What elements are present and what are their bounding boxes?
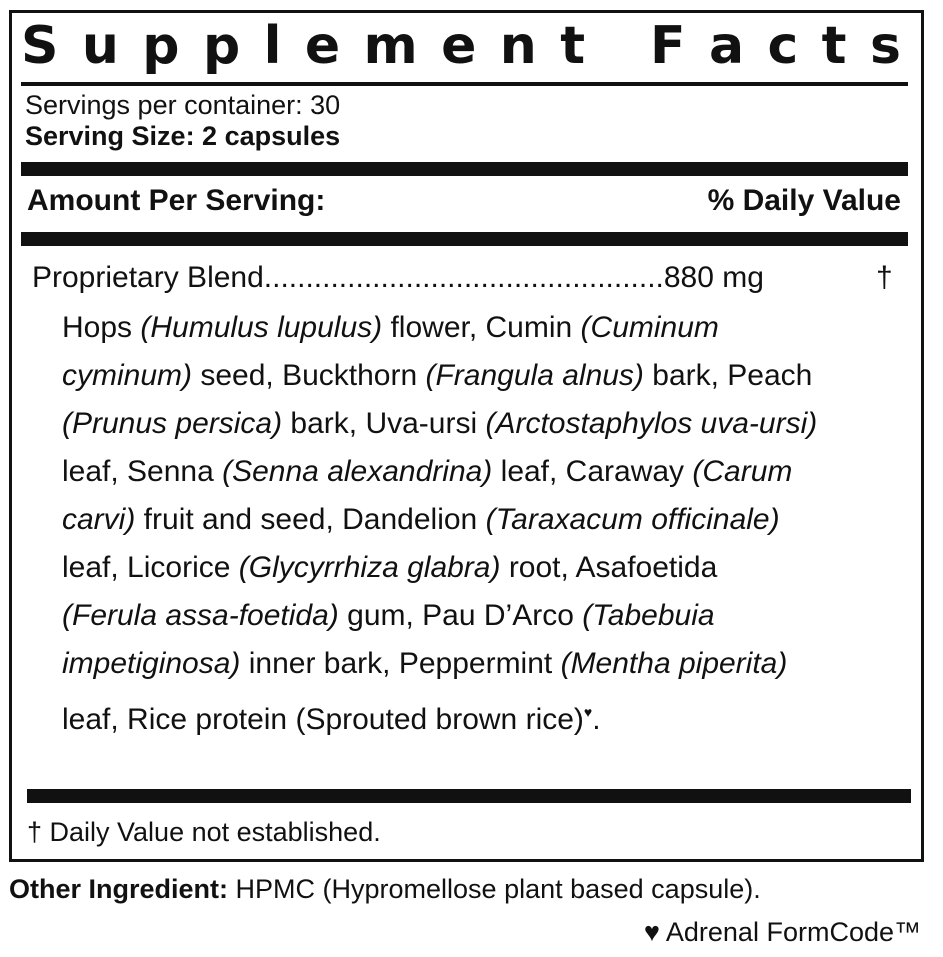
title-letter: c xyxy=(767,16,799,76)
thick-divider-bottom xyxy=(27,789,911,803)
servings-per-container: Servings per container: 30 xyxy=(25,90,341,120)
latin-name: (Mentha piperita) xyxy=(560,647,788,680)
thick-divider-top xyxy=(21,162,908,176)
ingredient-text: bark, Peach xyxy=(643,359,813,392)
title-letter: S xyxy=(21,16,59,76)
formcode-marker: ♥ xyxy=(583,704,593,720)
latin-name: (Taraxacum officinale) xyxy=(485,503,780,536)
ingredient-text: flower, Cumin xyxy=(382,311,581,344)
daily-value-header: % Daily Value xyxy=(707,184,901,217)
title-letter: e xyxy=(304,16,341,76)
title-letter: u xyxy=(81,16,119,76)
latin-name: (Senna alexandrina) xyxy=(222,455,493,488)
latin-name: (Ferula assa-foetida) xyxy=(62,599,339,632)
latin-name: (Glycyrrhiza glabra) xyxy=(238,551,501,584)
ingredient-text: leaf, Licorice xyxy=(62,551,239,584)
ingredient-line xyxy=(62,448,912,496)
title-space xyxy=(608,16,626,76)
panel-title xyxy=(21,16,901,76)
title-letter: F xyxy=(650,16,686,76)
title-letter: e xyxy=(441,16,477,76)
ingredient-line xyxy=(62,688,912,744)
ingredient-text: leaf, Senna xyxy=(62,455,223,488)
blend-name: Proprietary Blend xyxy=(32,261,264,294)
blend-dv: † xyxy=(876,261,893,294)
latin-name: (Tabebuia xyxy=(582,599,715,632)
ingredient-line xyxy=(62,352,912,400)
title-letter: t xyxy=(821,16,847,76)
title-letter: l xyxy=(263,16,282,76)
latin-name: impetiginosa) xyxy=(62,647,241,680)
ingredient-text: bark, Uva-ursi xyxy=(282,407,486,440)
ingredient-text: fruit and seed, Dandelion xyxy=(135,503,486,536)
blend-row xyxy=(32,254,764,302)
latin-name: carvi) xyxy=(62,503,136,536)
amount-per-serving-header: Amount Per Serving: xyxy=(27,184,326,217)
latin-name: cyminum) xyxy=(62,359,193,392)
other-ingredient xyxy=(9,873,761,905)
ingredient-line xyxy=(62,400,912,448)
latin-name: (Arctostaphylos uva-ursi) xyxy=(485,407,818,440)
ingredient-text: root, Asafoetida xyxy=(500,551,718,584)
formcode-note: ♥ Adrenal FormCode™ xyxy=(643,917,921,947)
ingredient-line xyxy=(62,592,912,640)
ingredient-text: . xyxy=(592,703,601,736)
latin-name: (Humulus lupulus) xyxy=(140,311,383,344)
title-letter: p xyxy=(142,16,180,76)
other-ingredient-label: Other Ingredient: xyxy=(9,874,229,904)
serving-size: Serving Size: 2 capsules xyxy=(25,121,341,151)
ingredient-line xyxy=(62,544,912,592)
ingredient-text: inner bark, Peppermint xyxy=(240,647,561,680)
ingredient-text: seed, Buckthorn xyxy=(192,359,426,392)
ingredient-text: leaf, Caraway xyxy=(492,455,693,488)
daily-value-footnote: † Daily Value not established. xyxy=(27,817,381,847)
title-letter: s xyxy=(869,16,901,76)
ingredient-line xyxy=(62,640,912,688)
ingredient-text: gum, Pau D’Arco xyxy=(338,599,583,632)
other-ingredient-value: HPMC (Hypromellose plant based capsule). xyxy=(228,874,761,904)
latin-name: (Prunus persica) xyxy=(62,407,283,440)
ingredient-line xyxy=(62,304,912,352)
ingredient-text: leaf, Rice protein (Sprouted brown rice) xyxy=(62,703,584,736)
title-divider xyxy=(21,82,908,86)
latin-name: (Cuminum xyxy=(580,311,719,344)
blend-amount: 880 mg xyxy=(663,261,764,294)
title-letter: m xyxy=(363,16,418,76)
title-letter: a xyxy=(708,16,745,76)
ingredient-text: Hops xyxy=(62,311,141,344)
title-letter: n xyxy=(499,16,537,76)
latin-name: (Carum xyxy=(692,455,793,488)
blend-ingredients xyxy=(62,304,912,744)
latin-name: (Frangula alnus) xyxy=(425,359,644,392)
title-letter: t xyxy=(560,16,586,76)
title-letter: p xyxy=(202,16,241,76)
thick-divider-middle xyxy=(21,232,908,246)
ingredient-line xyxy=(62,496,912,544)
blend-leader: ................................................ xyxy=(263,261,664,294)
